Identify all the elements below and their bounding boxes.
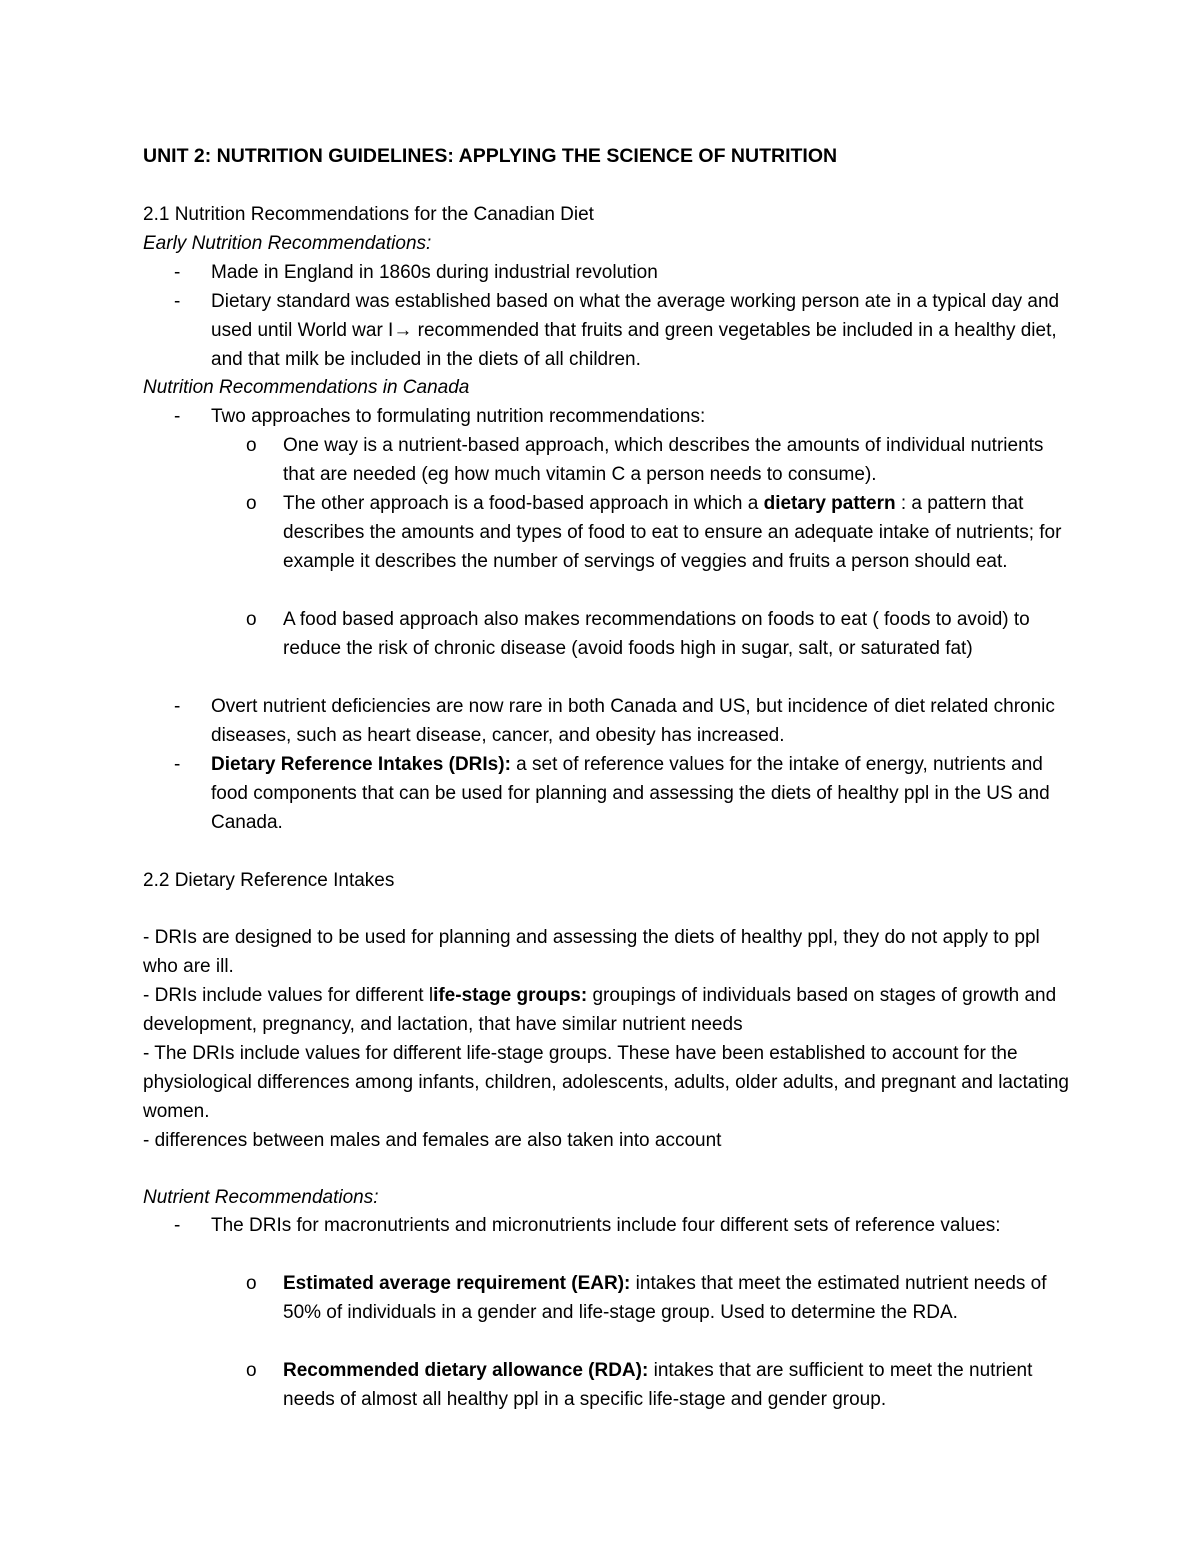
list-item: Two approaches to formulating nutrition recommendations:: [211, 406, 706, 427]
list-item: Overt nutrient deficiencies are now rare in both Canada and US, but incidence of diet related chronic diseases, such as heart disease, cancer, and obesity has increased.: [211, 696, 1055, 746]
early-recommendations-heading: Early Nutrition Recommendations:: [143, 233, 432, 254]
term-dri: Dietary Reference Intakes (DRIs):: [211, 754, 511, 775]
bullet-circle: o: [246, 1360, 257, 1381]
text-run: - DRIs include values for different l: [143, 985, 434, 1006]
bullet-circle: o: [246, 493, 257, 514]
text-run: groupings of individuals based on stages of growth and development, pregnancy, and lactation, that have similar nutrient needs: [143, 985, 1057, 1035]
paragraph: [143, 981, 1073, 1039]
nutrient-recommendations-heading: Nutrient Recommendations:: [143, 1187, 379, 1208]
paragraph: - differences between males and females are also taken into account: [143, 1130, 722, 1151]
term-dietary-pattern: dietary pattern: [763, 493, 896, 514]
section-heading-2-1: 2.1 Nutrition Recommendations for the Canadian Diet: [143, 204, 594, 225]
sub-list-item: [283, 1356, 1073, 1414]
paragraph: - DRIs are designed to be used for planning and assessing the diets of healthy ppl, they do not apply to ppl who are ill.: [143, 927, 1040, 977]
bullet-dash: -: [174, 406, 181, 427]
bullet-circle: o: [246, 1273, 257, 1294]
page-title: UNIT 2: NUTRITION GUIDELINES: APPLYING THE SCIENCE OF NUTRITION: [143, 145, 838, 167]
sub-list-item: [283, 1269, 1073, 1327]
bullet-circle: o: [246, 609, 257, 630]
bullet-dash: -: [174, 696, 181, 717]
list-item: [211, 750, 1071, 837]
canada-recommendations-heading: Nutrition Recommendations in Canada: [143, 377, 470, 398]
bullet-dash: -: [174, 291, 181, 312]
text-run: intakes that meet the estimated nutrient needs of 50% of individuals in a gender and life-stage group. Used to determine the RDA.: [283, 1273, 1047, 1323]
sub-list-item: A food based approach also makes recommendations on foods to eat ( foods to avoid) to reduce the risk of chronic disease (avoid foods high in sugar, salt, or saturated fat): [283, 609, 1030, 659]
paragraph: - The DRIs include values for different life-stage groups. These have been established to account for the physiological differences among infants, children, adolescents, adults, older adults, and pregnant and lactating women.: [143, 1043, 1069, 1122]
sub-list-item: One way is a nutrient-based approach, which describes the amounts of individual nutrients that are needed (eg how much vitamin C a person needs to consume).: [283, 435, 1044, 485]
sub-list-item: [283, 489, 1073, 576]
text-run: The other approach is a food-based approach in which a: [283, 493, 764, 514]
term-ear: Estimated average requirement (EAR):: [283, 1273, 631, 1294]
text-run: intakes that are sufficient to meet the nutrient needs of almost all healthy ppl in a specific life-stage and gender group.: [283, 1360, 1033, 1410]
section-heading-2-2: 2.2 Dietary Reference Intakes: [143, 870, 395, 891]
bullet-circle: o: [246, 435, 257, 456]
text-run: : a pattern that describes the amounts and types of food to eat to ensure an adequate intake of nutrients; for example it describes the number of servings of veggies and fruits a person should eat.: [283, 493, 1062, 572]
text-run: a set of reference values for the intake of energy, nutrients and food components that can be used for planning and assessing the diets of healthy ppl in the US and Canada.: [211, 754, 1050, 833]
list-item: The DRIs for macronutrients and micronutrients include four different sets of reference values:: [211, 1215, 1001, 1236]
term-life-stage-groups: ife-stage groups:: [433, 985, 588, 1006]
term-rda: Recommended dietary allowance (RDA):: [283, 1360, 649, 1381]
bullet-dash: -: [174, 1215, 181, 1236]
bullet-dash: -: [174, 754, 181, 775]
bullet-dash: -: [174, 262, 181, 283]
list-item: Dietary standard was established based on what the average working person ate in a typical day and used until World war I→ recommended that fruits and green vegetables be included in a healthy diet, and that milk be included in the diets of all children.: [211, 291, 1060, 370]
list-item: Made in England in 1860s during industrial revolution: [211, 262, 658, 283]
